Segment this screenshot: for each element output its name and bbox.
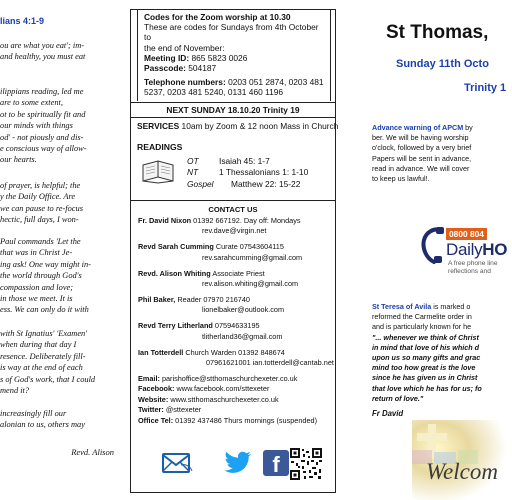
office-row xyxy=(138,416,334,426)
services-text: 10am by Zoom & 12 noon Mass in Church xyxy=(181,121,339,131)
telephone-label: Telephone numbers: xyxy=(144,77,226,88)
apcm-line: by xyxy=(463,123,473,132)
teresa-quote-line: mind too how great is the love xyxy=(372,363,476,373)
zoom-subtitle-line: These are codes for Sundays from 4th October to xyxy=(144,22,319,43)
left-line: od' - not piously and dis- xyxy=(0,132,84,142)
twitter-handle[interactable]: @sttexeter xyxy=(165,405,202,415)
left-line: ou are what you eat'; im- xyxy=(0,41,85,50)
left-line: ot to be spiritually fit and xyxy=(0,109,86,119)
meeting-id: 865 5823 0026 xyxy=(191,52,248,63)
telephone-row xyxy=(144,77,324,87)
website-link[interactable]: www.stthomaschurchexeter.co.uk xyxy=(170,394,279,404)
reading-book: NT xyxy=(187,167,199,178)
church-title: St Thomas, xyxy=(386,22,489,43)
contact-detail: 01392 667192. Day off: Mondays xyxy=(193,216,301,225)
teresa-highlight: St Teresa of Avila xyxy=(372,302,432,311)
daily-hope-logo-right: HO xyxy=(482,240,508,259)
readings-title: READINGS xyxy=(137,142,183,152)
apcm-highlight: Advance warning of APCM xyxy=(372,123,464,132)
apcm-line: to keep us lawful!. xyxy=(372,174,430,184)
right-signature: Fr David xyxy=(372,409,404,418)
teresa-quote-line: since he has given us in Christ xyxy=(372,373,478,383)
contact-name: Ian Totterdell xyxy=(138,347,184,357)
left-line: are to some extent, xyxy=(0,98,63,108)
contact-detail: Reader 07970 216740 xyxy=(177,294,250,304)
office-tel: 01392 437486 Thurs mornings (suspended) xyxy=(175,415,318,425)
reading-book: Gospel xyxy=(187,178,214,189)
contact-name: Fr. David Nixon xyxy=(138,216,192,225)
teresa-quote-line: upon us so many gifts and grac xyxy=(372,353,481,363)
left-line: s of God's work, that I could xyxy=(0,374,96,384)
left-line: hectic, full days, I won- xyxy=(0,215,79,225)
left-line: the world through God's xyxy=(0,271,82,281)
left-line: e conscious way of allow- xyxy=(0,144,87,154)
left-line: our minds with things xyxy=(0,121,73,131)
contact-row xyxy=(138,269,334,279)
readings-list xyxy=(187,156,308,190)
apcm-line: Papers will be sent in advance, xyxy=(372,153,472,163)
left-line: y the Daily Office. Are xyxy=(0,192,76,202)
left-line: ess. We can only do it with xyxy=(0,305,89,315)
left-line: ing ask! One way might in- xyxy=(0,259,91,269)
contact-email[interactable]: rev.dave@virgin.net xyxy=(202,226,267,236)
daily-hope-advert xyxy=(420,226,510,276)
left-line: ilippians reading, led me xyxy=(0,87,84,96)
left-paragraph-3 xyxy=(0,180,83,226)
facebook-label: Facebook: xyxy=(138,384,175,394)
zoom-subtitle-line: the end of November: xyxy=(144,42,225,53)
left-line: mend it? xyxy=(0,386,30,396)
daily-hope-tag-line: A free phone line xyxy=(448,260,498,267)
left-signature: Revd. Alison xyxy=(71,447,114,457)
left-line: when during that day I xyxy=(0,340,77,350)
left-line: is way at the end of each xyxy=(0,363,83,373)
contact-name: Revd Sarah Cumming xyxy=(138,242,214,252)
left-line: increasingly fill our xyxy=(0,409,67,418)
services-label: SERVICES xyxy=(137,121,180,131)
contact-title: CONTACT US xyxy=(208,205,258,214)
contact-email[interactable]: lionelbaker@outlook.com xyxy=(202,305,285,315)
contact-row xyxy=(138,321,334,331)
contact-list xyxy=(138,216,334,426)
apcm-line: read in advance. We will cover xyxy=(372,163,470,173)
teresa-quote-line: in mind that love of his which d xyxy=(372,342,480,352)
left-line: in those we meet. It is xyxy=(0,294,73,304)
contact-detail: 07594633195 xyxy=(214,321,260,331)
left-line: that was in Christ Je- xyxy=(0,248,73,258)
contact-email[interactable]: rev.sarahcumming@gmail.com xyxy=(202,252,303,262)
left-line: our hearts. xyxy=(0,155,37,165)
qr-code-icon xyxy=(289,447,323,481)
facebook-row xyxy=(138,384,334,394)
left-heading: lians 4:1-9 xyxy=(0,16,45,26)
zoom-title: Codes for the Zoom worship at 10.30 xyxy=(144,12,291,22)
contact-email[interactable]: tlitherland36@gmail.com xyxy=(202,331,283,341)
twitter-row xyxy=(138,405,334,415)
apcm-line: o'clock, followed by a very brief xyxy=(372,143,472,153)
next-sunday-banner: NEXT SUNDAY 18.10.20 Trinity 19 xyxy=(131,102,335,118)
left-line: compassion and love; xyxy=(0,282,74,292)
teresa-line: and is particularly known for he xyxy=(372,322,472,332)
middle-column xyxy=(130,9,339,493)
contact-row xyxy=(138,242,334,252)
left-paragraph-1 xyxy=(0,40,85,63)
left-line: Paul commands 'Let the xyxy=(0,237,81,246)
contact-row xyxy=(138,216,334,226)
mail-icon[interactable] xyxy=(161,451,193,475)
reading-book: OT xyxy=(187,156,199,166)
daily-hope-tagline xyxy=(448,260,498,276)
bible-icon xyxy=(141,155,175,185)
left-paragraph-4 xyxy=(0,236,91,316)
daily-hope-logo-left: Daily xyxy=(446,240,483,259)
reading-ref: Matthew 22: 15-22 xyxy=(231,178,301,189)
telephone-line: 5237, 0203 481 5240, 0131 460 1196 xyxy=(144,87,284,98)
contact-name: Revd. Alison Whiting xyxy=(138,268,211,278)
twitter-label: Twitter: xyxy=(138,405,164,415)
contact-name: Revd Terry Litherland xyxy=(138,321,213,331)
welcome-text: Welcom xyxy=(426,459,498,484)
teresa-line: is marked o xyxy=(431,302,471,311)
parish-email-row xyxy=(138,374,334,384)
left-column xyxy=(0,0,120,500)
left-line: and healthy, you must eat xyxy=(0,52,86,62)
left-line: alonian to us, others may xyxy=(0,420,85,430)
office-label: Office Tel: xyxy=(138,415,174,425)
right-column xyxy=(360,0,508,500)
contact-email[interactable]: rev.alison.whiting@gmail.com xyxy=(202,279,299,289)
left-paragraph-5 xyxy=(0,328,95,396)
apcm-notice xyxy=(372,123,473,184)
left-line: with St Ignatius' 'Examen' xyxy=(0,329,88,338)
apcm-first-line xyxy=(372,123,473,133)
teresa-quote-line: "... whenever we think of Christ xyxy=(372,332,479,342)
passcode-row xyxy=(144,63,324,73)
teresa-line: reformed the Carmelite order in xyxy=(372,312,472,322)
phone-icon xyxy=(420,226,448,266)
left-paragraph-6 xyxy=(0,408,85,431)
daily-hope-tag-line: reflections and xyxy=(448,268,491,275)
teresa-notice xyxy=(372,302,482,404)
contact-divider xyxy=(131,200,335,201)
website-row xyxy=(138,395,334,405)
reading-ref: Isaiah 45: 1-7 xyxy=(219,156,270,166)
facebook-icon[interactable]: f xyxy=(263,450,289,476)
zoom-codes-box xyxy=(137,10,331,101)
daily-hope-number: 0800 804 xyxy=(446,228,487,240)
passcode-label: Passcode: xyxy=(144,63,186,74)
contact-email[interactable]: 07961621001 ian.totterdell@cantab.net xyxy=(206,357,334,367)
email-label: Email: xyxy=(138,373,160,383)
contact-detail: Curate 07543604115 xyxy=(215,242,284,252)
website-label: Website: xyxy=(138,394,169,404)
service-date: Sunday 11th Octo xyxy=(396,58,489,70)
meeting-id-label: Meeting ID: xyxy=(144,52,190,63)
contact-row xyxy=(138,295,334,305)
services-line xyxy=(137,121,338,131)
twitter-icon[interactable] xyxy=(224,450,252,476)
left-paragraph-2 xyxy=(0,86,87,166)
contact-detail: Associate Priest xyxy=(212,268,265,278)
reading-row xyxy=(187,179,308,190)
left-line: resence. Deliberately fill- xyxy=(0,351,86,361)
reading-ref: 1 Thessalonians 1: 1-10 xyxy=(219,167,309,178)
reading-row xyxy=(187,156,308,167)
teresa-quote-line: return of love." xyxy=(372,393,424,403)
trinity-label: Trinity 1 xyxy=(464,82,507,94)
contact-row xyxy=(138,348,334,358)
telephone-line: 0203 051 2874, 0203 481 xyxy=(228,77,324,88)
left-line: we can pause to re-focus xyxy=(0,203,83,213)
teresa-quote-line: that love which he has for us; fo xyxy=(372,383,482,393)
contact-detail: Church Warden 01392 848674 xyxy=(185,347,285,357)
passcode: 504187 xyxy=(188,63,217,74)
parish-email[interactable]: parishoffice@stthomaschurchexeter.co.uk xyxy=(161,373,298,383)
meeting-id-row xyxy=(144,53,324,63)
facebook-link[interactable]: www.facebook.com/sttexeter xyxy=(176,384,270,394)
left-line: of prayer, is helpful; the xyxy=(0,181,81,190)
contact-name: Phil Baker, xyxy=(138,294,176,304)
apcm-line: ber. We will be having worship xyxy=(372,133,469,143)
daily-hope-logo xyxy=(446,240,507,260)
reading-row xyxy=(187,167,308,178)
teresa-first-line xyxy=(372,302,482,312)
